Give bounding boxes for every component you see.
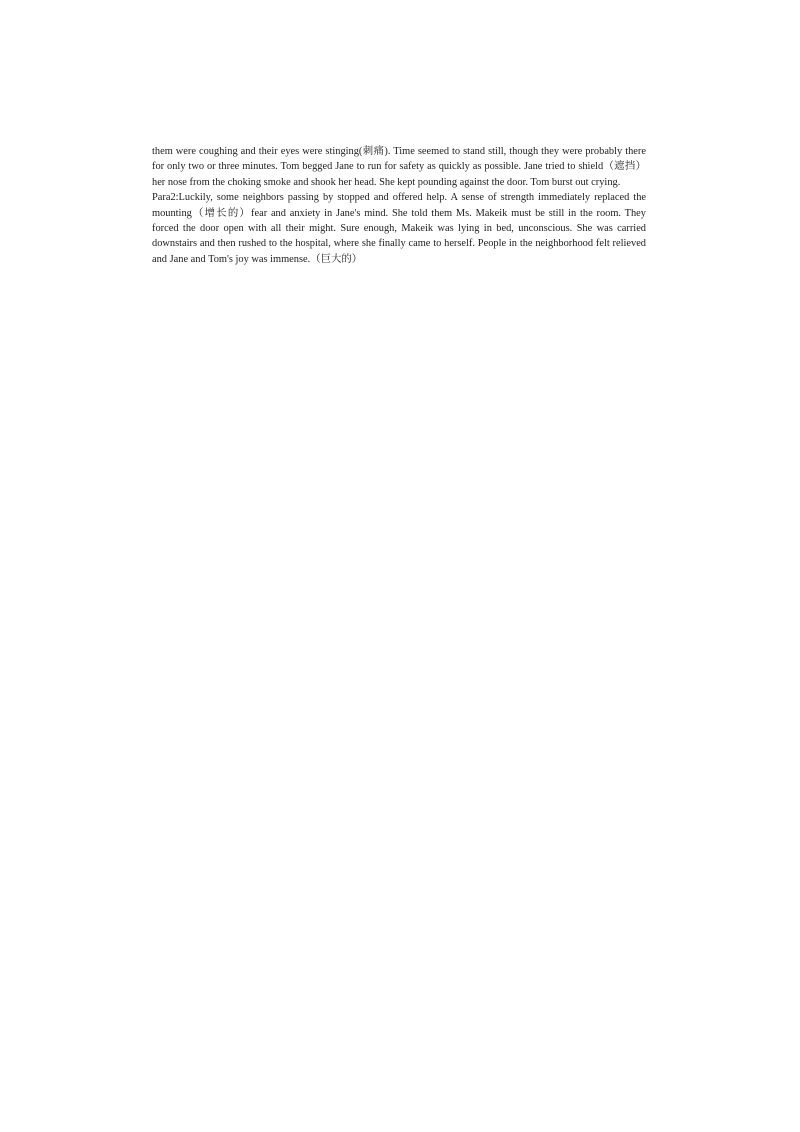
paragraph-story-continuation: them were coughing and their eyes were stinging(刺痛). Time seemed to stand still, though they were probably there for only two or three minutes. Tom begged Jane to run for safety as quickly as possible. Jane tried to shield（遮挡）her nose from the choking smoke and shook her head. She kept pounding against the door. Tom burst out crying. [152, 146, 646, 188]
text-body [152, 144, 646, 267]
paragraph-para2: Para2:Luckily, some neighbors passing by stopped and offered help. A sense of strength immediately replaced the mounting（增长的）fear and anxiety in Jane's mind. She told them Ms. Makeik must be still in the room. They forced the door open with all their might. Sure enough, Makeik was lying in bed, unconscious. She was carried downstairs and then rushed to the hospital, where she finally came to herself. People in the neighborhood felt relieved and Jane and Tom's joy was immense.（巨大的） [152, 192, 646, 265]
